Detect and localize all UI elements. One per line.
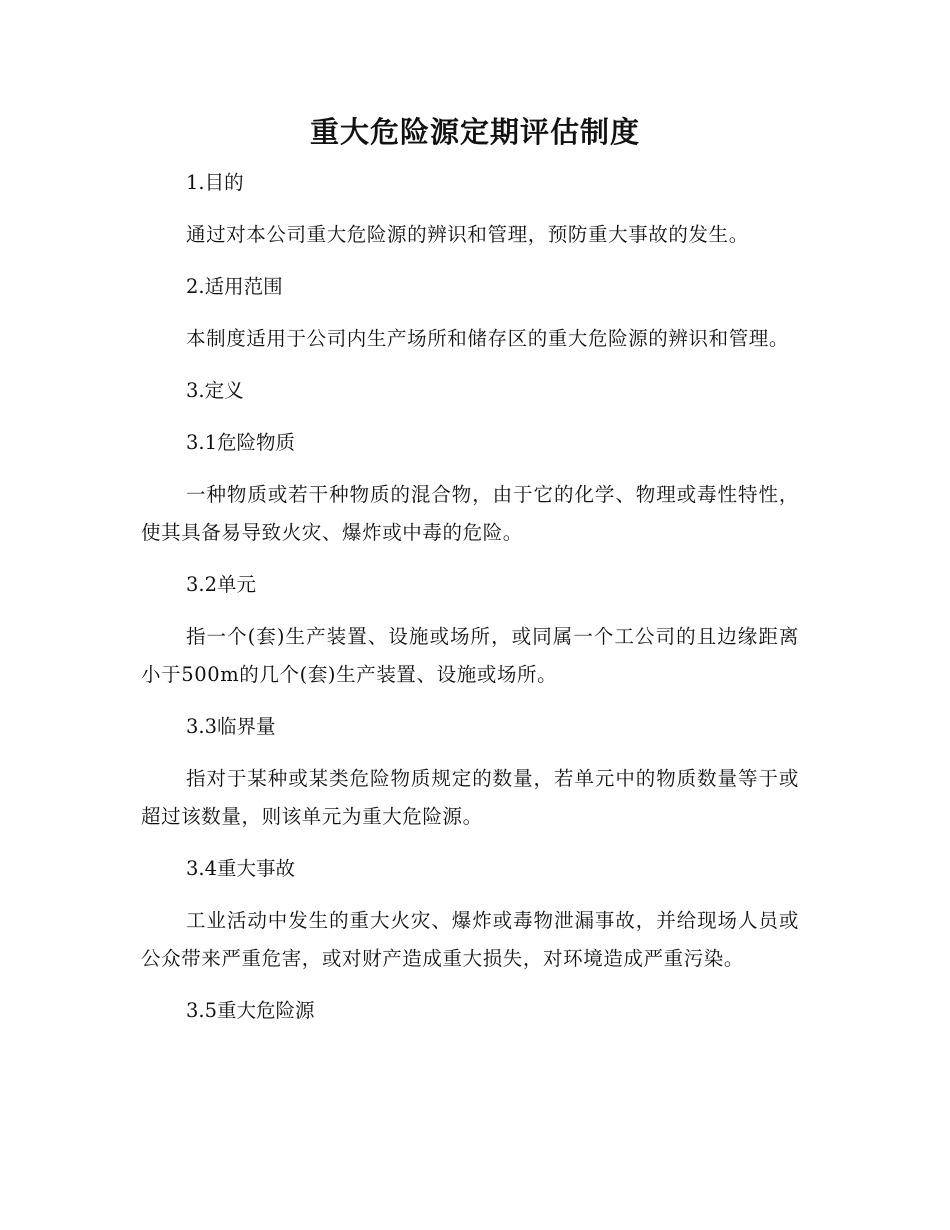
paragraph-purpose: 通过对本公司重大危险源的辨识和管理，预防重大事故的发生。	[186, 223, 749, 246]
document-title: 重大危险源定期评估制度	[309, 115, 640, 149]
section-heading-purpose: 1.目的	[186, 171, 244, 194]
document-body	[141, 164, 799, 1044]
section-heading-scope: 2.适用范围	[186, 275, 283, 298]
subsection-heading-unit: 3.2单元	[186, 573, 257, 596]
paragraph-major-accident: 工业活动中发生的重大火灾、爆炸或毒物泄漏事故，并给现场人员或公众带来严重危害，或对财产造成重大损失，对环境造成严重污染。	[141, 909, 799, 970]
paragraph-unit: 指一个(套)生产装置、设施或场所，或同属一个工公司的且边缘距离小于500m的几个(套)生产装置、设施或场所。	[141, 625, 799, 686]
subsection-heading-threshold: 3.3临界量	[186, 715, 276, 738]
subsection-heading-hazardous-substance: 3.1危险物质	[186, 431, 296, 454]
subsection-heading-major-accident: 3.4重大事故	[186, 857, 296, 880]
paragraph-threshold: 指对于某种或某类危险物质规定的数量，若单元中的物质数量等于或超过该数量，则该单元为重大危险源。	[141, 767, 799, 828]
subsection-heading-major-hazard: 3.5重大危险源	[186, 999, 315, 1022]
paragraph-scope: 本制度适用于公司内生产场所和储存区的重大危险源的辨识和管理。	[186, 327, 790, 350]
section-heading-definitions: 3.定义	[186, 379, 244, 402]
paragraph-hazardous-substance: 一种物质或若干种物质的混合物，由于它的化学、物理或毒性特性，使其具备易导致火灾、爆炸或中毒的危险。	[141, 483, 799, 544]
